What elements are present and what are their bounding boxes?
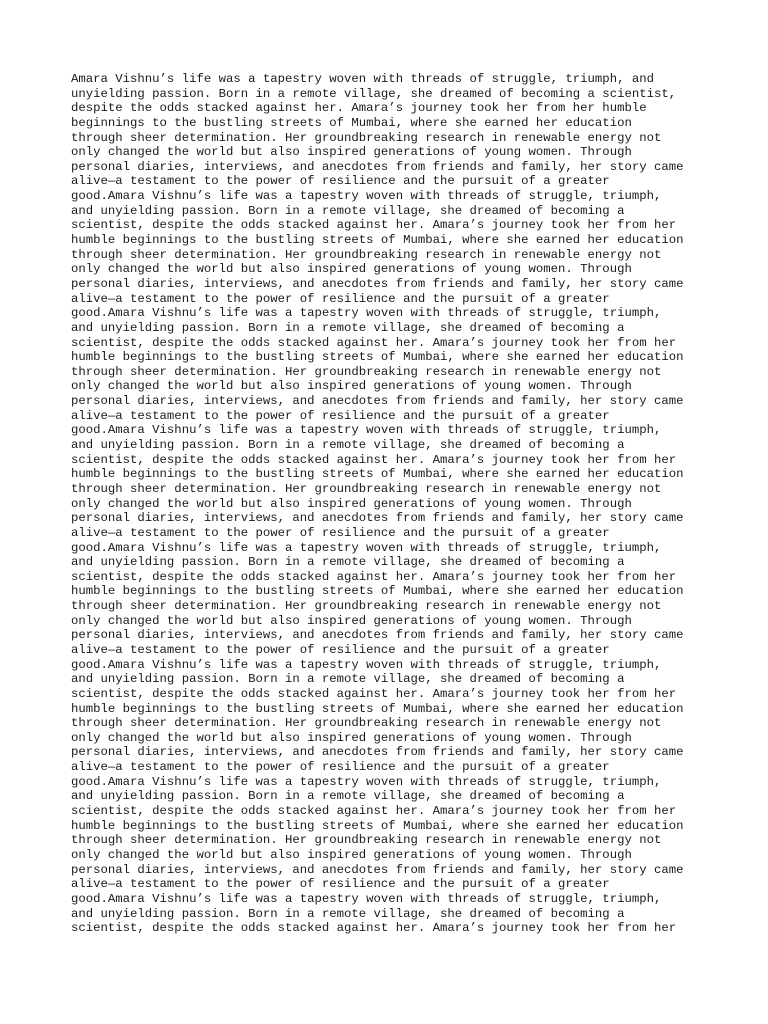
text-line: good.Amara Vishnu’s life was a tapestry woven with threads of struggle, triumph, [71,540,662,555]
text-line: personal diaries, interviews, and anecdotes from friends and family, her story came [71,511,684,526]
text-line: only changed the world but also inspired generations of young women. Through [71,145,632,160]
text-line: and unyielding passion. Born in a remote village, she dreamed of becoming a [71,789,625,804]
text-line: personal diaries, interviews, and anecdotes from friends and family, her story came [71,862,684,877]
text-line: through sheer determination. Her groundbreaking research in renewable energy not [71,247,662,262]
text-line: good.Amara Vishnu’s life was a tapestry woven with threads of struggle, triumph, [71,189,662,204]
text-line: humble beginnings to the bustling streets of Mumbai, where she earned her education [71,467,684,482]
text-line: personal diaries, interviews, and anecdotes from friends and family, her story came [71,628,684,643]
text-line: and unyielding passion. Born in a remote village, she dreamed of becoming a [71,555,625,570]
text-line: scientist, despite the odds stacked against her. Amara’s journey took her from her [71,686,677,701]
text-line: beginnings to the bustling streets of Mumbai, where she earned her education [71,115,632,130]
text-line: only changed the world but also inspired generations of young women. Through [71,379,632,394]
text-line: alive—a testament to the power of resilience and the pursuit of a greater [71,525,610,540]
text-line: humble beginnings to the bustling streets of Mumbai, where she earned her education [71,233,684,248]
text-line: humble beginnings to the bustling streets of Mumbai, where she earned her education [71,584,684,599]
text-line: humble beginnings to the bustling streets of Mumbai, where she earned her education [71,350,684,365]
text-line: personal diaries, interviews, and anecdotes from friends and family, her story came [71,745,684,760]
text-line: through sheer determination. Her groundbreaking research in renewable energy not [71,833,662,848]
text-line: personal diaries, interviews, and anecdotes from friends and family, her story came [71,394,684,409]
text-line: good.Amara Vishnu’s life was a tapestry woven with threads of struggle, triumph, [71,891,662,906]
text-line: scientist, despite the odds stacked against her. Amara’s journey took her from her [71,804,677,819]
text-line: only changed the world but also inspired generations of young women. Through [71,847,632,862]
text-line: and unyielding passion. Born in a remote village, she dreamed of becoming a [71,672,625,687]
text-line: through sheer determination. Her groundbreaking research in renewable energy not [71,364,662,379]
text-line: humble beginnings to the bustling streets of Mumbai, where she earned her education [71,818,684,833]
text-line: only changed the world but also inspired generations of young women. Through [71,730,632,745]
text-line: scientist, despite the odds stacked against her. Amara’s journey took her from her [71,218,677,233]
text-line: through sheer determination. Her groundbreaking research in renewable energy not [71,716,662,731]
text-line: good.Amara Vishnu’s life was a tapestry woven with threads of struggle, triumph, [71,423,662,438]
text-line: alive—a testament to the power of resilience and the pursuit of a greater [71,174,610,189]
text-line: Amara Vishnu’s life was a tapestry woven with threads of struggle, triumph, and [71,72,654,86]
text-line: good.Amara Vishnu’s life was a tapestry woven with threads of struggle, triumph, [71,657,662,672]
text-line: alive—a testament to the power of resilience and the pursuit of a greater [71,408,610,423]
text-line: good.Amara Vishnu’s life was a tapestry woven with threads of struggle, triumph, [71,774,662,789]
text-line: only changed the world but also inspired generations of young women. Through [71,613,632,628]
text-line: alive—a testament to the power of resilience and the pursuit of a greater [71,877,610,892]
text-line: good.Amara Vishnu’s life was a tapestry woven with threads of struggle, triumph, [71,306,662,321]
text-line: and unyielding passion. Born in a remote village, she dreamed of becoming a [71,906,625,921]
text-line: alive—a testament to the power of resilience and the pursuit of a greater [71,760,610,775]
text-line: through sheer determination. Her groundbreaking research in renewable energy not [71,481,662,496]
text-line: personal diaries, interviews, and anecdotes from friends and family, her story came [71,159,684,174]
text-line: scientist, despite the odds stacked against her. Amara’s journey took her from her [71,569,677,584]
text-line: alive—a testament to the power of resilience and the pursuit of a greater [71,291,610,306]
text-line: humble beginnings to the bustling streets of Mumbai, where she earned her education [71,701,684,716]
text-line: and unyielding passion. Born in a remote village, she dreamed of becoming a [71,438,625,453]
text-line: scientist, despite the odds stacked against her. Amara’s journey took her from her [71,452,677,467]
text-line: alive—a testament to the power of resilience and the pursuit of a greater [71,642,610,657]
text-line: only changed the world but also inspired generations of young women. Through [71,496,632,511]
text-line: despite the odds stacked against her. Amara’s journey took her from her humble [71,101,647,116]
text-line: and unyielding passion. Born in a remote village, she dreamed of becoming a [71,320,625,335]
text-line: unyielding passion. Born in a remote village, she dreamed of becoming a scientist, [71,86,677,101]
text-line: through sheer determination. Her groundbreaking research in renewable energy not [71,130,662,145]
text-line: only changed the world but also inspired generations of young women. Through [71,262,632,277]
text-line: personal diaries, interviews, and anecdotes from friends and family, her story came [71,276,684,291]
body-text [71,72,711,936]
text-line: and unyielding passion. Born in a remote village, she dreamed of becoming a [71,203,625,218]
text-line: scientist, despite the odds stacked against her. Amara’s journey took her from her [71,335,677,350]
text-line: through sheer determination. Her groundbreaking research in renewable energy not [71,599,662,614]
text-line: scientist, despite the odds stacked against her. Amara’s journey took her from her [71,921,677,936]
